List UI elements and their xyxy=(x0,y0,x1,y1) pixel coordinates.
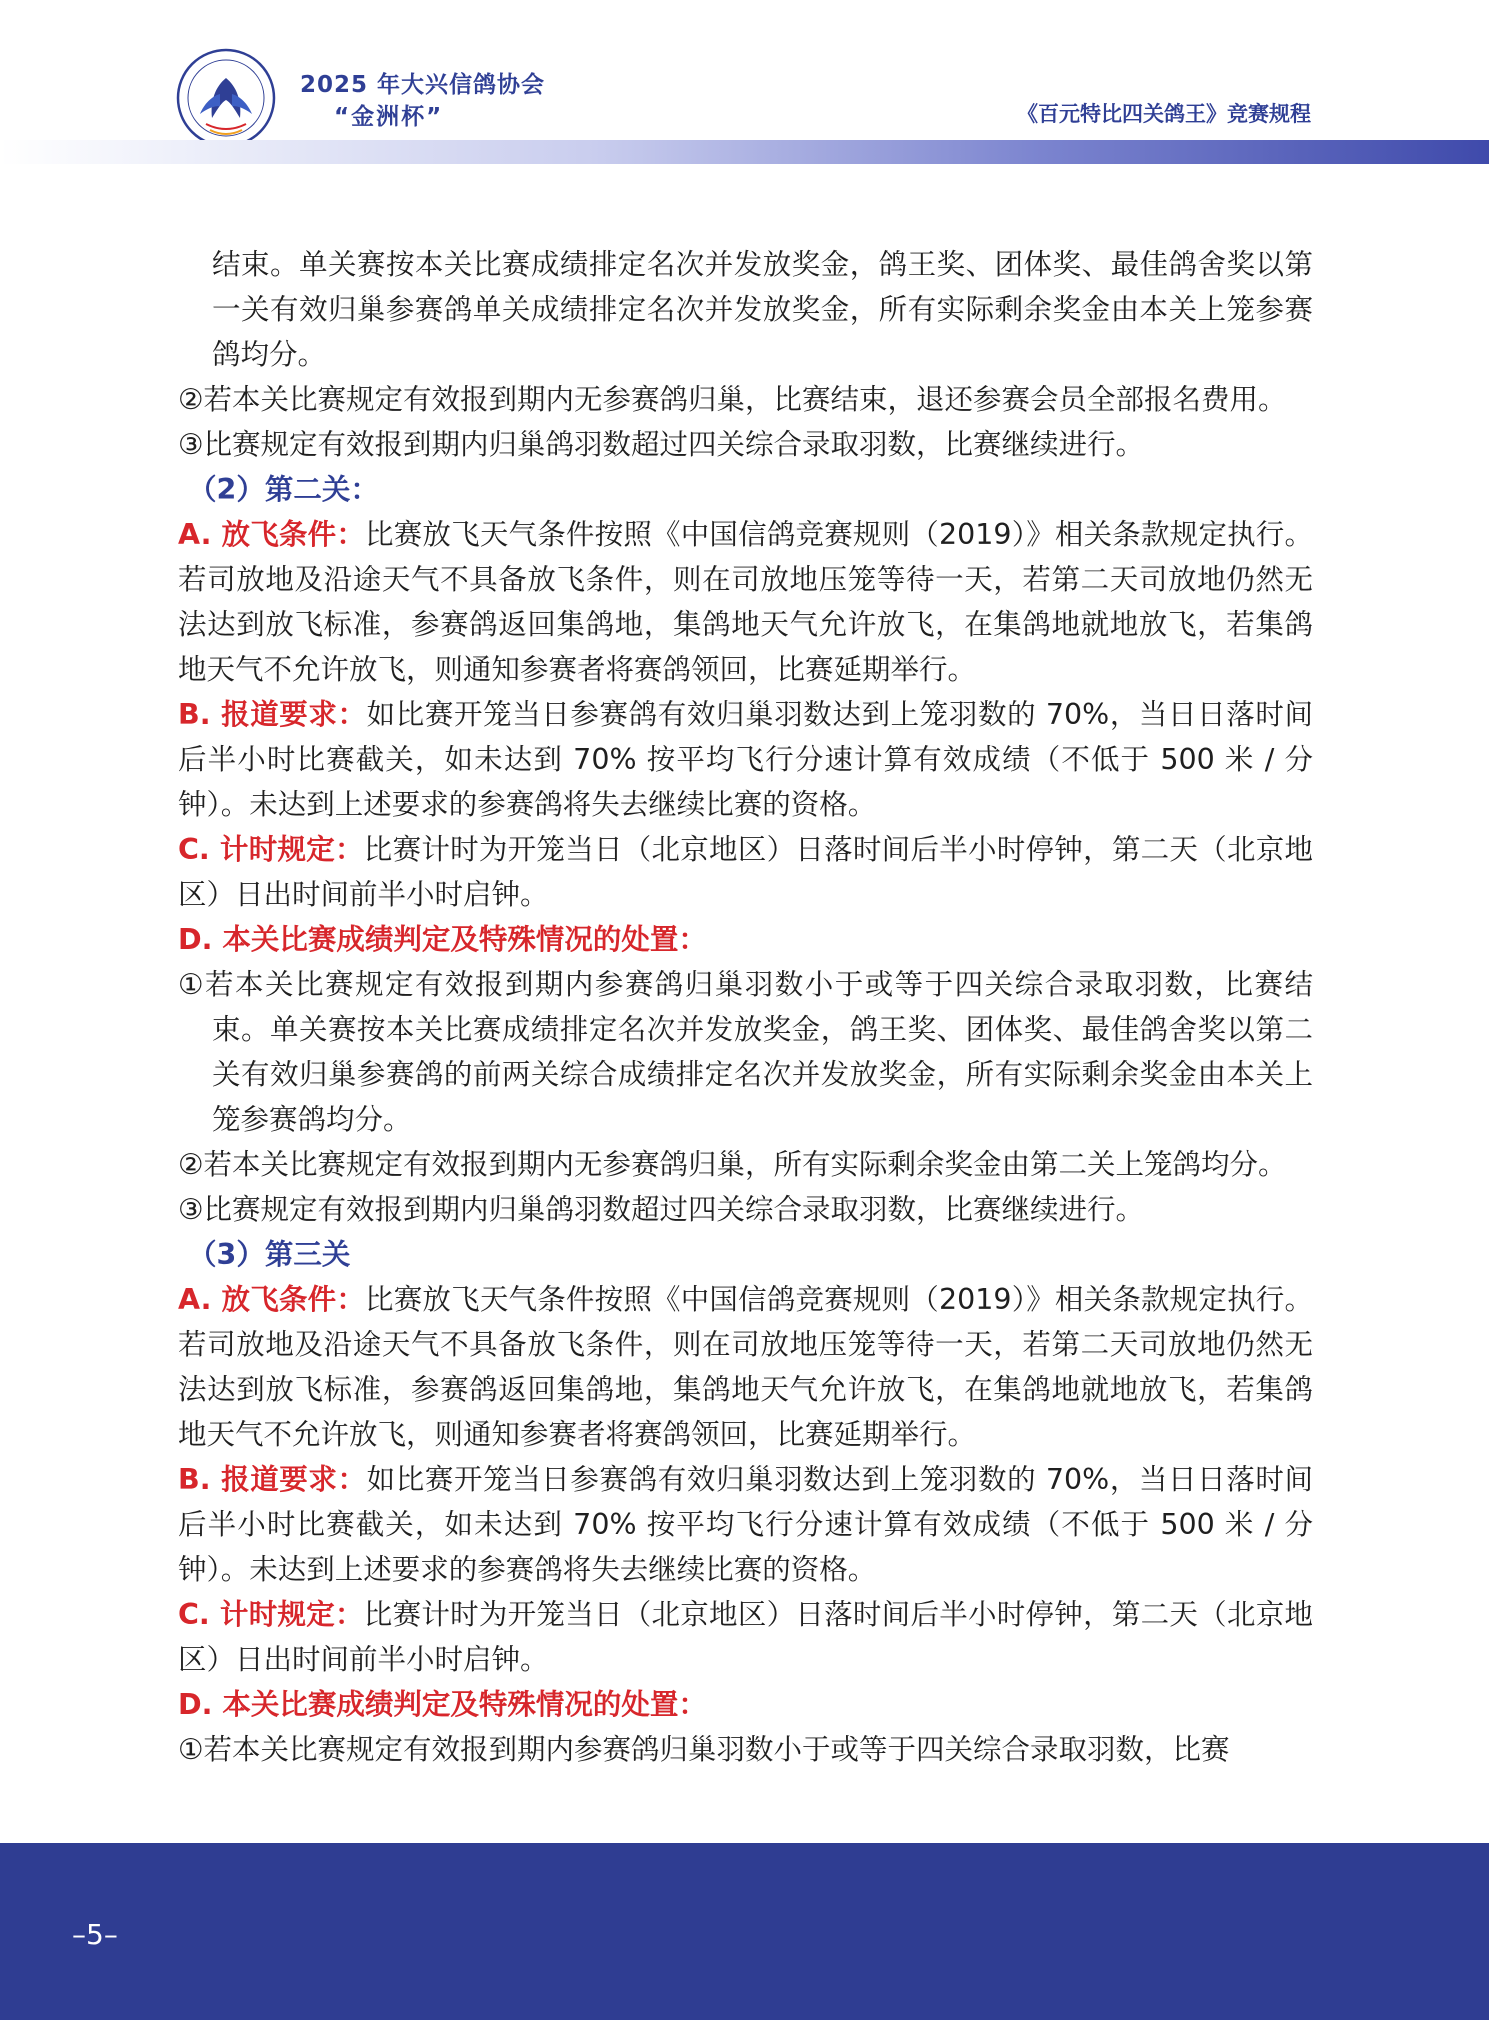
clause-label: B. 报道要求： xyxy=(178,1463,367,1496)
page-number: –5– xyxy=(72,1918,118,1951)
clause-a xyxy=(178,512,1313,692)
clause-label: C. 计时规定： xyxy=(178,1598,364,1631)
header-gradient-band xyxy=(0,140,1489,164)
pigeon-association-logo-icon xyxy=(176,48,276,148)
clause-text: 如比赛开笼当日参赛鸽有效归巢羽数达到上笼羽数的 70%，当日日落时间后半小时比赛截关，如未达到 70% 按平均飞行分速计算有效成绩（不低于 500 米 / 分钟）。未达到上述要求的参赛鸽将失去继续比赛的资格。 xyxy=(178,1463,1313,1586)
list-item: ③比赛规定有效报到期内归巢鸽羽数超过四关综合录取羽数，比赛继续进行。 xyxy=(178,1193,1145,1226)
list-item: ①若本关比赛规定有效报到期内参赛鸽归巢羽数小于或等于四关综合录取羽数，比赛 xyxy=(178,1733,1230,1766)
list-item: ②若本关比赛规定有效报到期内无参赛鸽归巢，所有实际剩余奖金由第二关上笼鸽均分。 xyxy=(178,1148,1287,1181)
page-body xyxy=(178,242,1313,1772)
clause-c xyxy=(178,1592,1313,1682)
clause-b xyxy=(178,692,1313,827)
document-title: 《百元特比四关鸽王》竞赛规程 xyxy=(1017,102,1311,126)
clause-label: A. 放飞条件： xyxy=(178,518,366,551)
clause-c xyxy=(178,827,1313,917)
clause-a xyxy=(178,1277,1313,1457)
clause-label: B. 报道要求： xyxy=(178,698,367,731)
list-item: ②若本关比赛规定有效报到期内无参赛鸽归巢，比赛结束，退还参赛会员全部报名费用。 xyxy=(178,383,1287,416)
paragraph: 结束。单关赛按本关比赛成绩排定名次并发放奖金，鸽王奖、团体奖、最佳鸽舍奖以第一关有效归巢参赛鸽单关成绩排定名次并发放奖金，所有实际剩余奖金由本关上笼参赛鸽均分。 xyxy=(212,248,1313,371)
clause-text: 比赛放飞天气条件按照《中国信鸽竞赛规则（2019）》相关条款规定执行。若司放地及沿途天气不具备放飞条件，则在司放地压笼等待一天，若第二天司放地仍然无法达到放飞标准，参赛鸽返回集鸽地，集鸽地天气允许放飞，在集鸽地就地放飞，若集鸽地天气不允许放飞，则通知参赛者将赛鸽领回，比赛延期举行。 xyxy=(178,518,1313,686)
list-item: ③比赛规定有效报到期内归巢鸽羽数超过四关综合录取羽数，比赛继续进行。 xyxy=(178,428,1145,461)
clause-text: 如比赛开笼当日参赛鸽有效归巢羽数达到上笼羽数的 70%，当日日落时间后半小时比赛截关，如未达到 70% 按平均飞行分速计算有效成绩（不低于 500 米 / 分钟）。未达到上述要求的参赛鸽将失去继续比赛的资格。 xyxy=(178,698,1313,821)
section-heading-stage-3: （3）第三关 xyxy=(188,1238,351,1271)
page-header xyxy=(0,0,1489,160)
list-item: ①若本关比赛规定有效报到期内参赛鸽归巢羽数小于或等于四关综合录取羽数，比赛结束。单关赛按本关比赛成绩排定名次并发放奖金，鸽王奖、团体奖、最佳鸽舍奖以第二关有效归巢参赛鸽的前两关综合成绩排定名次并发放奖金，所有实际剩余奖金由本关上笼参赛鸽均分。 xyxy=(178,968,1313,1136)
clause-text: 比赛放飞天气条件按照《中国信鸽竞赛规则（2019）》相关条款规定执行。若司放地及沿途天气不具备放飞条件，则在司放地压笼等待一天，若第二天司放地仍然无法达到放飞标准，参赛鸽返回集鸽地，集鸽地天气允许放飞，在集鸽地就地放飞，若集鸽地天气不允许放飞，则通知参赛者将赛鸽领回，比赛延期举行。 xyxy=(178,1283,1313,1451)
clause-label: A. 放飞条件： xyxy=(178,1283,366,1316)
clause-d-label: D. 本关比赛成绩判定及特殊情况的处置： xyxy=(178,923,707,956)
cup-name: “金洲杯” xyxy=(334,104,444,130)
clause-d-label: D. 本关比赛成绩判定及特殊情况的处置： xyxy=(178,1688,707,1721)
page-footer-band xyxy=(0,1843,1489,2020)
clause-b xyxy=(178,1457,1313,1592)
clause-text: 比赛计时为开笼当日（北京地区）日落时间后半小时停钟，第二天（北京地区）日出时间前半小时启钟。 xyxy=(178,1598,1313,1676)
association-title: 2025 年大兴信鸽协会 xyxy=(300,72,546,98)
clause-text: 比赛计时为开笼当日（北京地区）日落时间后半小时停钟，第二天（北京地区）日出时间前半小时启钟。 xyxy=(178,833,1313,911)
clause-label: C. 计时规定： xyxy=(178,833,364,866)
section-heading-stage-2: （2）第二关： xyxy=(188,473,379,506)
